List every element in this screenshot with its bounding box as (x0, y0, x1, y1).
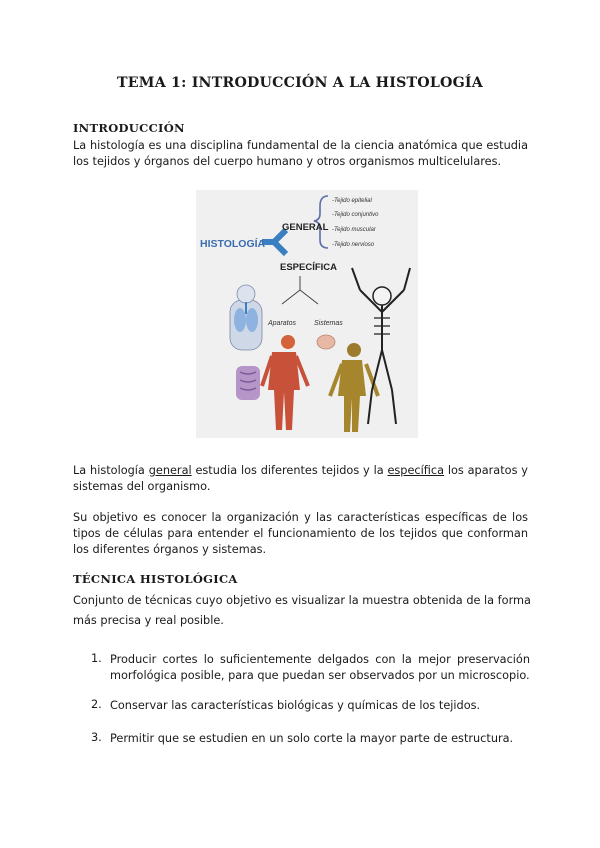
list-item-text (110, 698, 530, 714)
section-heading-tecnica: TÉCNICA HISTOLÓGICA (73, 572, 238, 586)
gs-term-especifica: específica (387, 464, 445, 477)
page-title: TEMA 1: INTRODUCCIÓN A LA HISTOLOGÍA (117, 75, 483, 91)
gs-line-1 (73, 463, 528, 479)
label-aparatos: Aparatos (268, 320, 297, 327)
label-general: GENERAL (282, 222, 329, 233)
brain-icon (317, 335, 335, 349)
intro-line-1: La histología es una disciplina fundamental de la ciencia anatómica que estudia (73, 139, 528, 152)
gs-text-b: estudia los diferentes tejidos y la (191, 464, 388, 477)
list-item-1-line-1: Producir cortes lo suficientemente delgados con la mejor preservación (110, 653, 530, 666)
muscular-body-icon (330, 343, 378, 432)
general-specific-paragraph (73, 463, 528, 495)
digestive-system-icon (236, 366, 260, 400)
objective-paragraph (73, 510, 528, 558)
branch-arrow-especifica (274, 242, 286, 254)
list-item-text (110, 652, 530, 684)
circulatory-body-icon (262, 335, 308, 430)
section-heading-introduccion: INTRODUCCIÓN (73, 121, 185, 135)
objective-line-2: tipos de células para entender el funcionamiento de los tejidos que conforman (73, 527, 528, 540)
label-histologia: HISTOLOGÍA (200, 238, 266, 250)
list-item-number: 3. (91, 731, 102, 744)
skeleton-icon (352, 268, 410, 424)
split-arrow-icon (282, 276, 318, 304)
list-item-2-line-1: Conservar las características biológicas y químicas de los tejidos. (110, 699, 481, 712)
intro-line-2: los tejidos y órganos del cuerpo humano y otros organismos multicelulares. (73, 155, 502, 168)
list-item-1-line-2: morfológica posible, para que puedan ser observados por un microscopio. (110, 669, 530, 682)
histology-diagram-figure (196, 190, 418, 438)
list-item-number: 1. (91, 652, 102, 665)
list-item-text (110, 731, 530, 747)
label-sistemas: Sistemas (314, 320, 343, 327)
objective-line-1: Su objetivo es conocer la organización y las características específicas de los (73, 511, 528, 524)
gs-text-a: La histología (73, 464, 149, 477)
gs-line-2: sistemas del organismo. (73, 480, 211, 493)
list-item-number: 2. (91, 698, 102, 711)
label-tissue-3: -Tejido muscular (332, 227, 376, 233)
respiratory-system-icon (230, 285, 262, 350)
technique-paragraph (73, 591, 531, 631)
objective-line-3: los diferentes órganos y sistemas. (73, 543, 267, 556)
gs-text-c: los aparatos y (444, 464, 528, 477)
label-tissue-1: -Tejido epitelial (332, 198, 372, 204)
label-especifica: ESPECÍFICA (280, 262, 338, 273)
technique-line-2: más precisa y real posible. (73, 614, 224, 627)
list-item-3-line-1: Permitir que se estudien en un solo corte la mayor parte de estructura. (110, 732, 514, 745)
gs-term-general: general (148, 464, 192, 477)
intro-paragraph (73, 138, 528, 170)
label-tissue-4: -Tejido nervioso (332, 242, 375, 248)
label-tissue-2: -Tejido conjuntivo (332, 212, 379, 218)
technique-line-1: Conjunto de técnicas cuyo objetivo es visualizar la muestra obtenida de la forma (73, 594, 531, 607)
